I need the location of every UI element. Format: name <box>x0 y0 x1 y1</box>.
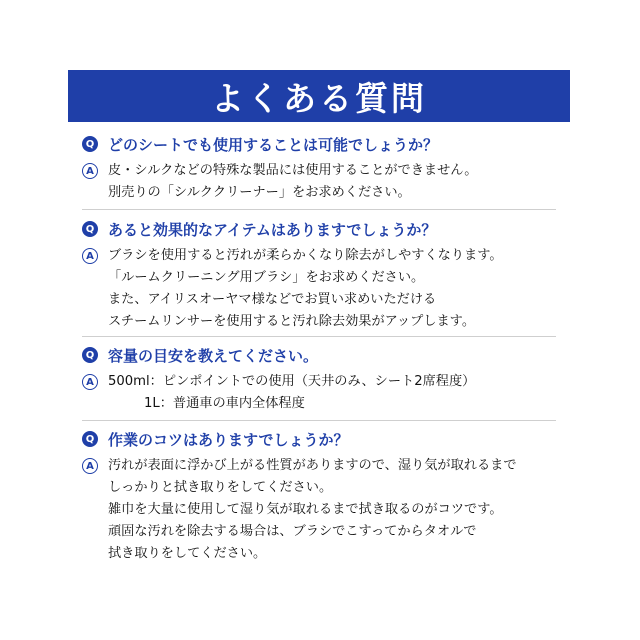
answer-line: 汚れが表面に浮かび上がる性質がありますので、湿り気が取れるまで <box>108 458 517 473</box>
page-title: よくある質問 <box>211 78 427 118</box>
answer-line: しっかりと拭き取りをしてください。 <box>108 480 333 495</box>
answer-icon: A <box>82 458 98 474</box>
question-icon: Q <box>82 221 98 237</box>
question-text: 容量の目安を教えてください。 <box>108 346 319 365</box>
faq-question-1 <box>82 133 438 155</box>
answer-line: スチームリンサーを使用すると汚れ除去効果がアップします。 <box>108 314 476 329</box>
question-icon: Q <box>82 431 98 447</box>
answer-line: また、アイリスオーヤマ様などでお買い求めいただける <box>108 292 437 307</box>
faq-question-2 <box>82 218 436 240</box>
divider <box>82 336 556 337</box>
answer-line: 500ml：ピンポイントでの使用（天井のみ、シート2席程度） <box>108 374 476 389</box>
question-icon: Q <box>82 347 98 363</box>
answer-icon: A <box>82 163 98 179</box>
faq-answer-2 <box>82 245 98 267</box>
divider <box>82 209 556 210</box>
faq-answer-1 <box>82 160 98 182</box>
divider <box>82 420 556 421</box>
answer-line: 「ルームクリーニング用ブラシ」をお求めください。 <box>108 270 425 285</box>
faq-banner <box>68 70 570 122</box>
faq-question-4 <box>82 428 348 450</box>
faq-question-3 <box>82 344 318 366</box>
answer-line: ブラシを使用すると汚れが柔らかくなり除去がしやすくなります。 <box>108 248 503 263</box>
faq-answer-4 <box>82 455 98 477</box>
answer-icon: A <box>82 248 98 264</box>
faq-answer-3 <box>82 371 98 393</box>
answer-line: 拭き取りをしてください。 <box>108 546 267 561</box>
answer-line: 皮・シルクなどの特殊な製品には使用することができません。 <box>108 163 478 178</box>
answer-line: 1L：普通車の車内全体程度 <box>144 396 305 411</box>
question-text: 作業のコツはありますでしょうか？ <box>108 430 349 449</box>
answer-line: 頑固な汚れを除去する場合は、ブラシでこすってからタオルで <box>108 524 477 539</box>
answer-icon: A <box>82 374 98 390</box>
answer-line: 別売りの「シルククリーナー」をお求めください。 <box>108 185 411 200</box>
question-icon: Q <box>82 136 98 152</box>
question-text: どのシートでも使用することは可能でしょうか？ <box>108 135 439 154</box>
answer-line: 雑巾を大量に使用して湿り気が取れるまで拭き取るのがコツです。 <box>108 502 503 517</box>
question-text: あると効果的なアイテムはありますでしょうか？ <box>108 220 437 239</box>
